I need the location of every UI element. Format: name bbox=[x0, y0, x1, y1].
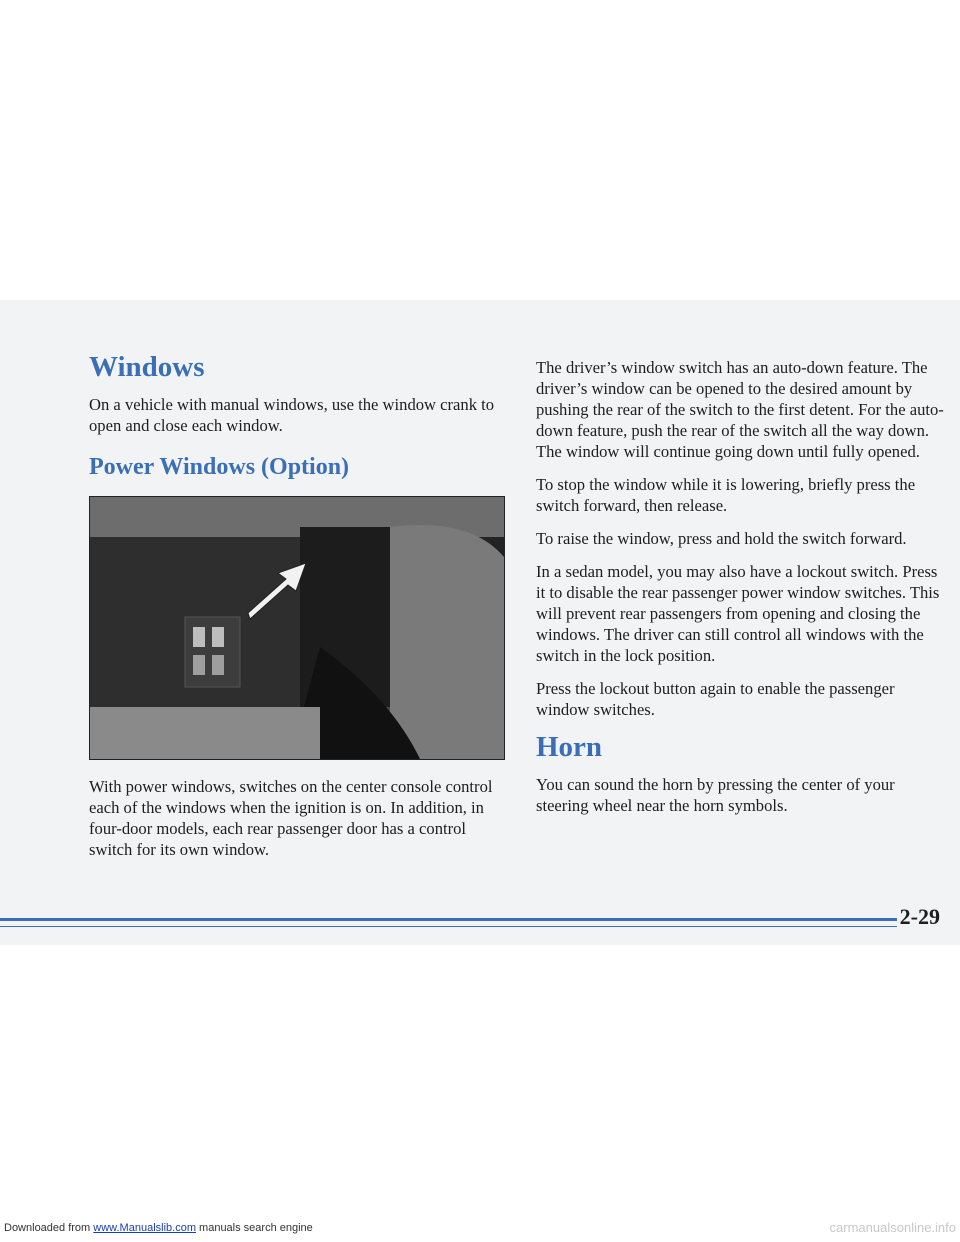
footer-rule bbox=[0, 918, 897, 921]
footer-rule-thin bbox=[0, 926, 897, 927]
para-auto-down: The driver’s window switch has an auto-down feature. The driver’s window can be opened to the desired amount by pushing the rear of the switch to the first detent. For the auto-down feature, push the rear of the switch all the way down. The window will continue going down until fully opened. bbox=[536, 358, 944, 461]
para-raise-window: To raise the window, press and hold the switch forward. bbox=[536, 529, 907, 548]
right-column bbox=[536, 357, 946, 828]
page-number: 2-29 bbox=[899, 904, 940, 929]
para-power-windows: With power windows, switches on the center console control each of the windows when the ignition is on. In addition, in four-door models, each rear passenger door has a control switch for its own window. bbox=[89, 777, 493, 860]
heading-power-windows: Power Windows (Option) bbox=[89, 453, 350, 480]
download-prefix: Downloaded from bbox=[4, 1222, 94, 1234]
manualslib-link[interactable]: www.Manualslib.com bbox=[93, 1222, 196, 1234]
left-column bbox=[89, 352, 507, 872]
site-watermark: carmanualsonline.info bbox=[829, 1220, 956, 1235]
download-suffix: manuals search engine bbox=[195, 1222, 313, 1234]
para-stop-window: To stop the window while it is lowering, briefly press the switch forward, then release. bbox=[536, 475, 916, 515]
para-horn: You can sound the horn by pressing the center of your steering wheel near the horn symbols. bbox=[536, 774, 895, 815]
para-manual-windows: On a vehicle with manual windows, use the window crank to open and close each window. bbox=[89, 394, 495, 435]
heading-windows: Windows bbox=[89, 351, 205, 383]
download-source-bar bbox=[4, 1222, 313, 1234]
console-switch-photo bbox=[89, 496, 505, 760]
heading-horn: Horn bbox=[536, 731, 603, 763]
para-lockout-switch: In a sedan model, you may also have a lockout switch. Press it to disable the rear passenger power window switches. This will prevent rear passengers from opening and closing the windows. The driver can still control all windows with the switch in the lock position. bbox=[536, 562, 940, 665]
console-photo-illustration bbox=[90, 497, 504, 759]
para-enable-switches: Press the lockout button again to enable the passenger window switches. bbox=[536, 679, 895, 719]
